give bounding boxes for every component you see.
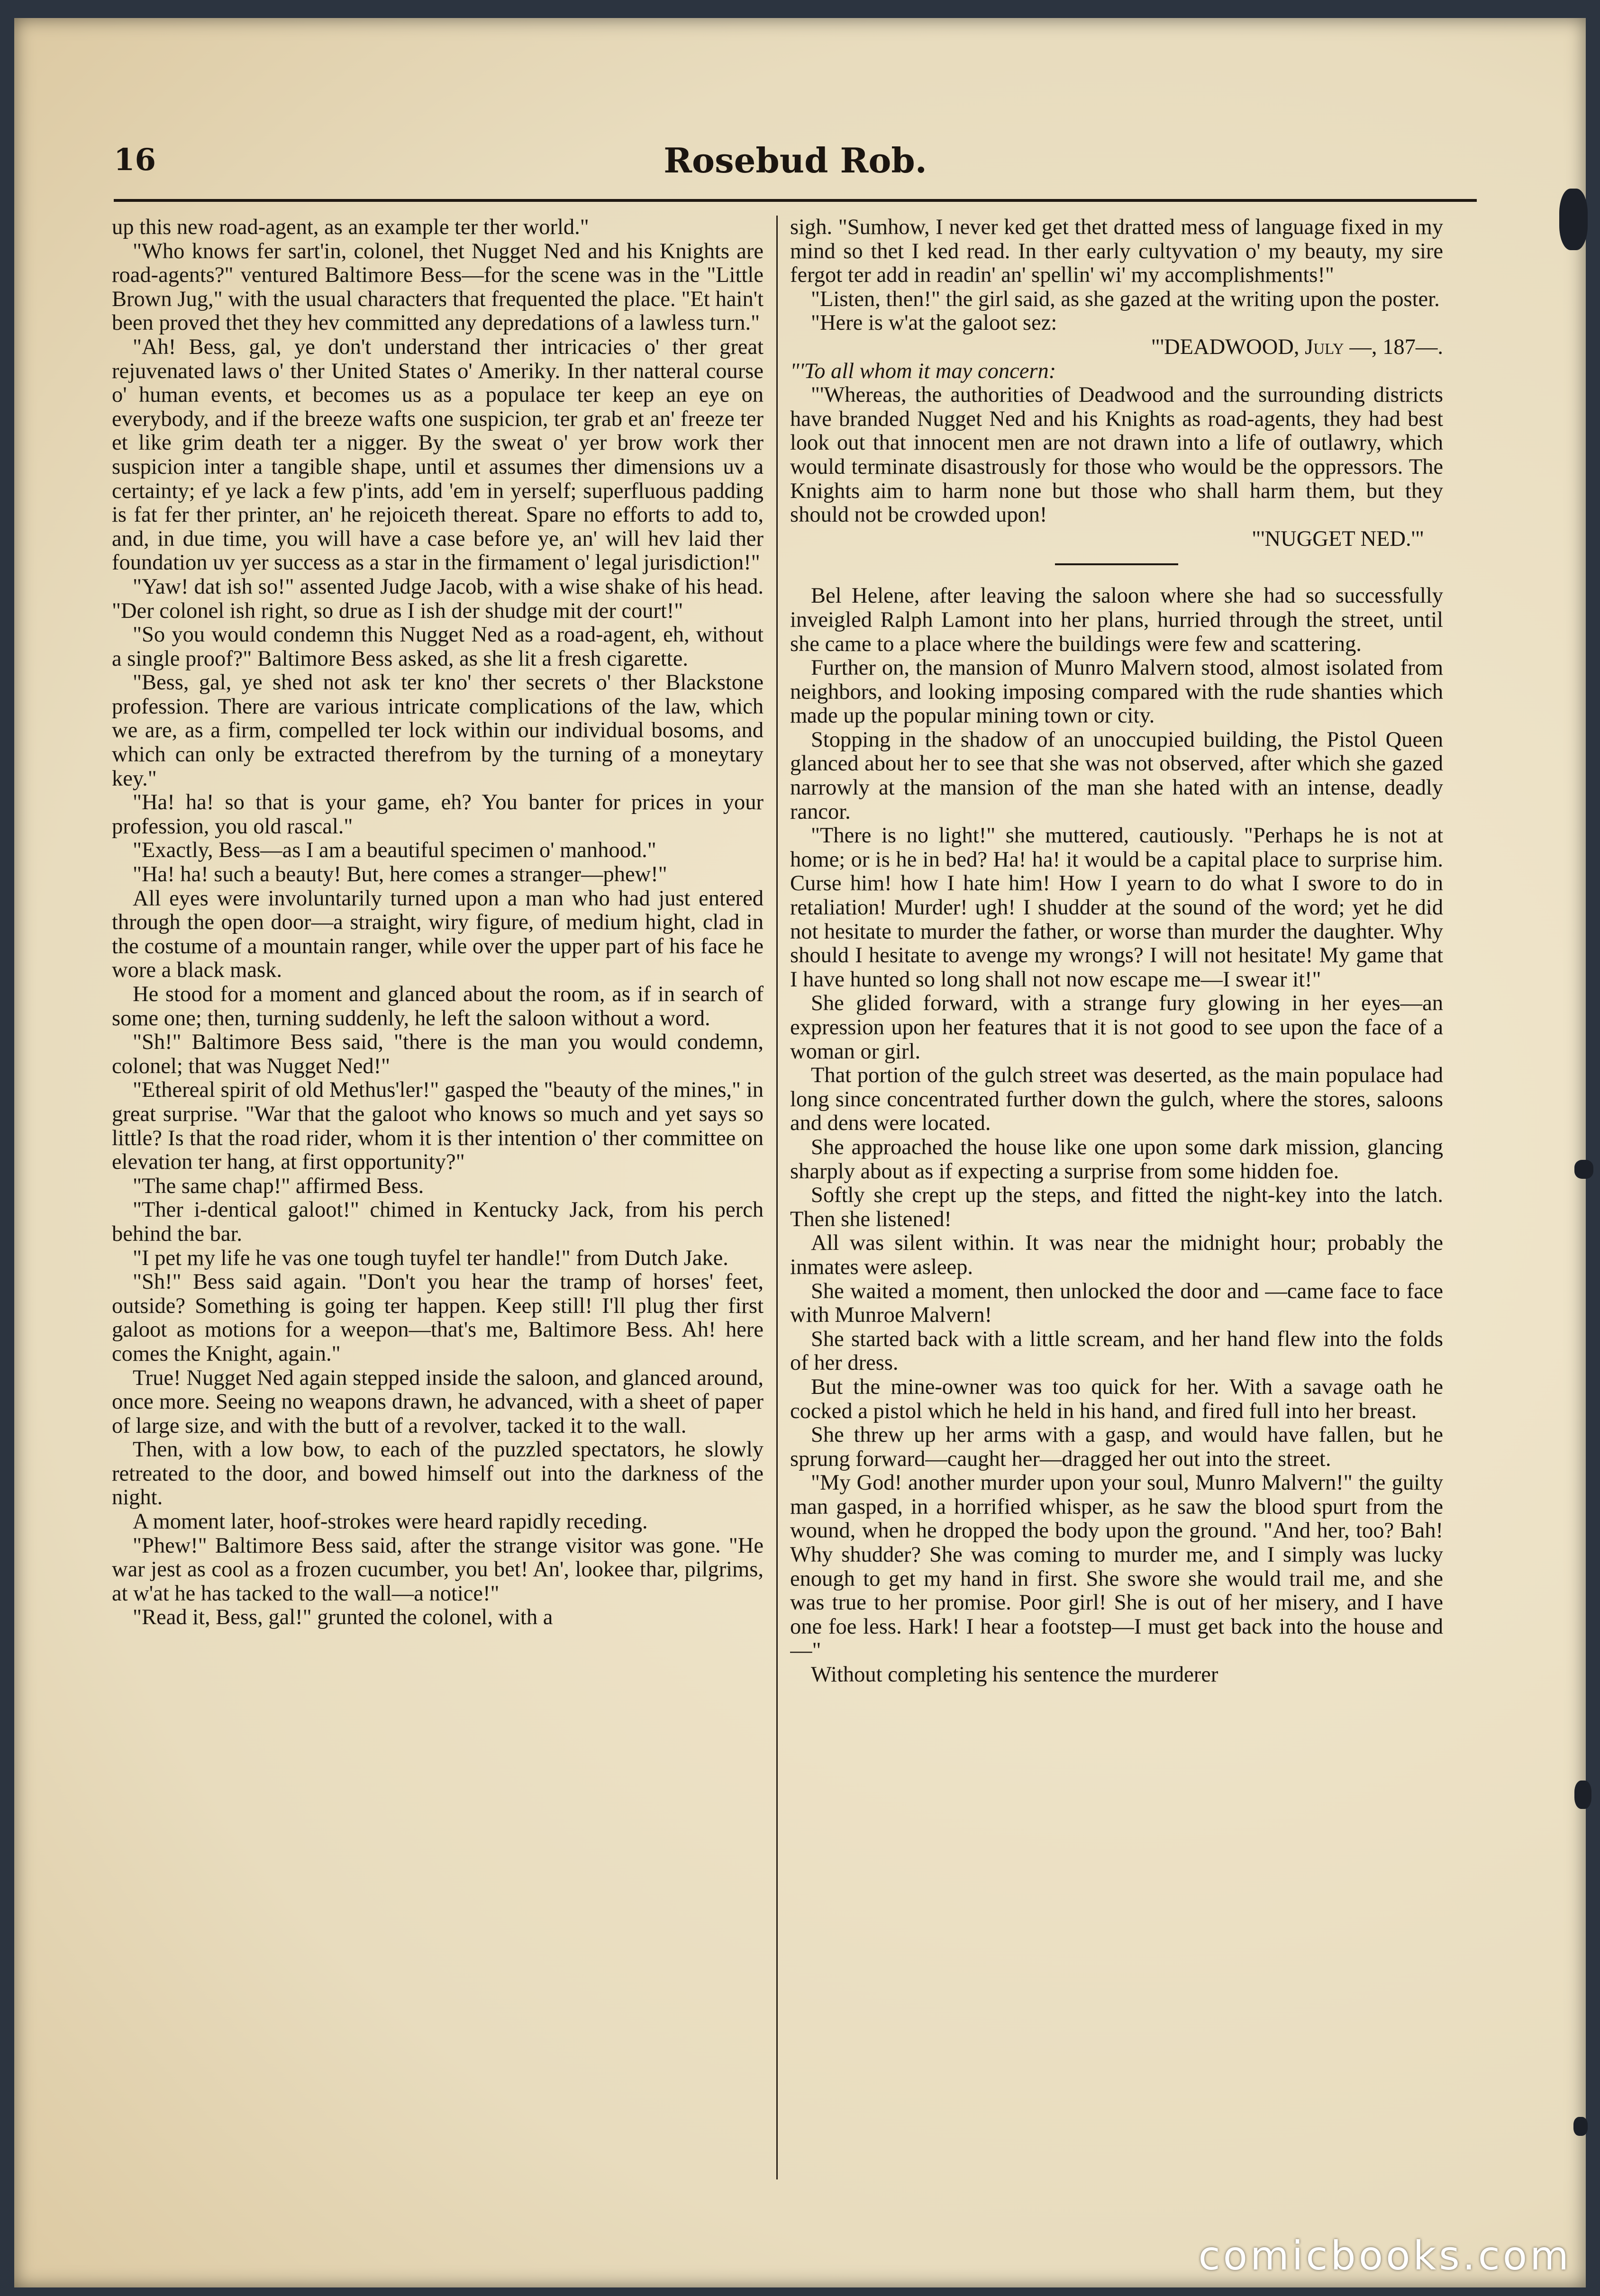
- paragraph: "Yaw! dat ish so!" assented Judge Jacob, with a wise shake of his head. "Der colonel ish right, so drue as I ish der shudge mit der court!": [112, 574, 764, 623]
- paragraph: "Read it, Bess, gal!" grunted the colonel, with a: [133, 1605, 553, 1630]
- paragraph: Softly she crept up the steps, and fitted the night-key into the latch. Then she listened!: [790, 1183, 1443, 1231]
- paragraph: "Ah! Bess, gal, ye don't understand ther intricacies o' ther great rejuvenated laws o' ther United States o' Ameriky. In ther natteral course o' human events, et becomes us as a populace ter keep an eye on everybody, and if the breeze wafts one suspicion, ter grab et an' freeze ter et like grim death ter a nigger. By the sweat o' yer brow work ther suspicion inter a tangible shape, until et assumes ther dimensions uv a certainty; ef ye lack a few p'ints, add 'em in yerself; superfluous padding is fat fer ther printer, an' he rejoiceth thereat. Spare no efforts to add to, and, in due time, you will have a case before ye, an' will hev laid ther foundation uv yer success as a star in the firmament o' legal jurisdiction!": [112, 334, 764, 575]
- edge-blot: [1574, 1781, 1591, 1809]
- paragraph: He stood for a moment and glanced about the room, as if in search of some one; then, turning suddenly, he left the saloon without a word.: [112, 982, 764, 1030]
- paragraph: She started back with a little scream, and her hand flew into the folds of her dress.: [790, 1327, 1443, 1375]
- paragraph: "Ethereal spirit of old Methus'ler!" gasped the "beauty of the mines," in great surprise. "War that the galoot who knows so much and yet says so little? Is that the road rider, whom it is ther intention o' ther committee on elevation ter hang, at first opportunity?": [112, 1078, 764, 1175]
- paragraph: "Bess, gal, ye shed not ask ter kno' ther secrets o' ther Blackstone profession. There are various intricate complications of the law, which we are, as a firm, compelled ter lock within our individual bosoms, and which can only be extracted therefrom by the turning of a moneytary key.": [112, 670, 764, 791]
- paragraph: "Who knows fer sart'in, colonel, thet Nugget Ned and his Knights are road-agents?" ventured Baltimore Bess—for the scene was in the "Little Brown Jug," with the usual characters that frequented the place. "Et hain't been proved thet they hev committed any depredations of a lawless turn.": [112, 239, 764, 335]
- paragraph: Bel Helene, after leaving the saloon where she had so successfully inveigled Ralph Lamont into her plans, hurried through the street, until she came to a place where the buildings were few and scattering.: [790, 584, 1443, 656]
- paragraph: She threw up her arms with a gasp, and would have fallen, but he sprung forward—caught her—dragged her out into the street.: [790, 1423, 1443, 1471]
- paragraph: "Listen, then!" the girl said, as she gazed at the writing upon the poster.: [811, 287, 1440, 311]
- paragraph: "Here is w'at the galoot sez:: [811, 311, 1057, 335]
- paragraph: Without completing his sentence the murderer: [811, 1663, 1218, 1687]
- page-number: 16: [114, 142, 156, 178]
- paragraph: "Ther i-dentical galoot!" chimed in Kentucky Jack, from his perch behind the bar.: [112, 1198, 764, 1246]
- paragraph: That portion of the gulch street was deserted, as the main populace had long since concentrated further down the gulch, where the stores, saloons and dens were located.: [790, 1063, 1443, 1136]
- paragraph: All eyes were involuntarily turned upon a man who had just entered through the open door—a straight, wiry figure, of medium hight, clad in the costume of a mountain ranger, while over the upper part of his face he wore a black mask.: [112, 886, 764, 983]
- section-separator: [1055, 563, 1178, 565]
- notice-body: "'Whereas, the authorities of Deadwood and the surrounding districts have branded Nugget Ned and his Knights as road-agents, they had best look out that innocent men are not drawn into a life of outlawry, which would terminate disastrously for those who would be the oppressors. The Knights aim to harm none but those who shall harm them, but they should not be crowded upon!: [790, 383, 1443, 527]
- paragraph: She approached the house like one upon some dark mission, glancing sharply about as if expecting a surprise from some hidden foe.: [790, 1135, 1443, 1184]
- notice-salutation: "'To all whom it may concern:: [790, 359, 1056, 383]
- left-column: [112, 216, 764, 2184]
- paragraph: She waited a moment, then unlocked the door and —came face to face with Munroe Malvern!: [790, 1279, 1443, 1328]
- paragraph: A moment later, hoof-strokes were heard rapidly receding.: [133, 1510, 648, 1534]
- right-column: [790, 216, 1443, 2184]
- paragraph: "The same chap!" affirmed Bess.: [133, 1174, 424, 1198]
- paragraph: "Ha! ha! so that is your game, eh? You banter for prices in your profession, you old rascal.": [112, 790, 764, 839]
- paragraph: "Phew!" Baltimore Bess said, after the strange visitor was gone. "He war jest as cool as a frozen cucumber, you bet! An', lookee thar, pilgrims, at w'at he has tacked to the wall—a notice!": [112, 1533, 764, 1606]
- running-title: Rosebud Rob.: [664, 140, 927, 181]
- paragraph: Then, with a low bow, to each of the puzzled spectators, he slowly retreated to the door, and bowed himself out into the darkness of the night.: [112, 1437, 764, 1510]
- paragraph: "Sh!" Baltimore Bess said, "there is the man you would condemn, colonel; that was Nugget Ned!": [112, 1030, 764, 1078]
- paragraph: She glided forward, with a strange fury glowing in her eyes—an expression upon her features that it is not good to see upon the face of a woman or girl.: [790, 991, 1443, 1064]
- paragraph: "I pet my life he vas one tough tuyfel ter handle!" from Dutch Jake.: [133, 1246, 728, 1270]
- paragraph: Stopping in the shadow of an unoccupied building, the Pistol Queen glanced about her to see that she was not observed, after which she gazed narrowly at the mansion of the man she hated with an intense, deadly rancor.: [790, 727, 1443, 824]
- paragraph: "Exactly, Bess—as I am a beautiful specimen o' manhood.": [133, 838, 656, 863]
- paragraph: But the mine-owner was too quick for her. With a savage oath he cocked a pistol which he held in his hand, and fired full into her breast.: [790, 1374, 1443, 1423]
- edge-blot: [1559, 189, 1588, 250]
- page-header: [114, 137, 1477, 190]
- site-watermark: comicbooks.com: [1198, 2233, 1572, 2279]
- notice-signature: "'NUGGET NED.'": [1252, 526, 1424, 551]
- paragraph: sigh. "Sumhow, I never ked get thet dratted mess of language fixed in my mind so thet I ked read. In ther early cultyvation o' my beauty, my sire fergot ter add in readin' an' spellin' wi' my accomplishments!": [790, 216, 1443, 288]
- column-divider: [776, 216, 778, 2179]
- paragraph: "There is no light!" she muttered, cautiously. "Perhaps he is not at home; or is he in bed? Ha! ha! it would be a capital place to surprise him. Curse him! how I hate him! How I yearn to do what I swore to do in retaliation! Murder! ugh! I shudder at the sound of the word; yet he did not hesitate to murder the father, or worse than murder the daughter. Why should I hesitate to avenge my wrongs? I will not hesitate! My game that I have hunted so long shall not now escape me—I swear it!": [790, 823, 1443, 992]
- edge-blot: [1574, 1160, 1593, 1179]
- paragraph: All was silent within. It was near the midnight hour; probably the inmates were asleep.: [790, 1231, 1443, 1279]
- paragraph: "Ha! ha! such a beauty! But, here comes a stranger—phew!": [133, 862, 667, 887]
- paragraph: Further on, the mansion of Munro Malvern stood, almost isolated from neighbors, and looking imposing compared with the rude shanties which made up the popular mining town or city.: [790, 656, 1443, 728]
- paragraph: "Sh!" Bess said again. "Don't you hear the tramp of horses' feet, outside? Something is going ter happen. Keep still! I'll plug ther first galoot as motions for a weepon—that's me, Baltimore Bess. Ah! here comes the Knight, again.": [112, 1270, 764, 1366]
- paragraph: True! Nugget Ned again stepped inside the saloon, and glanced around, once more. Seeing no weapons drawn, he advanced, with a sheet of paper of large size, and with the butt of a revolver, tacked it to the wall.: [112, 1365, 764, 1438]
- edge-blot: [1573, 2117, 1588, 2136]
- paragraph: "So you would condemn this Nugget Ned as a road-agent, eh, without a single proof?" Baltimore Bess asked, as she lit a fresh cigarette.: [112, 623, 764, 671]
- paragraph: up this new road-agent, as an example ter ther world.": [112, 216, 589, 239]
- notice-dateline: "'DEADWOOD, July —, 187—.: [1151, 334, 1443, 359]
- paragraph: "My God! another murder upon your soul, Munro Malvern!" the guilty man gasped, in a horrified whisper, as he saw the blood spurt from the wound, when he dropped the body upon the ground. "And her, too? Bah! Why shudder? She was coming to murder me, and I simply was lucky enough to get my hand in first. She swore she would trail me, and she was true to her promise. Poor girl! She is out of her misery, and I have one foe less. Hark! I hear a footstep—I must get back into the house and—": [790, 1471, 1443, 1663]
- header-rule: [114, 199, 1477, 202]
